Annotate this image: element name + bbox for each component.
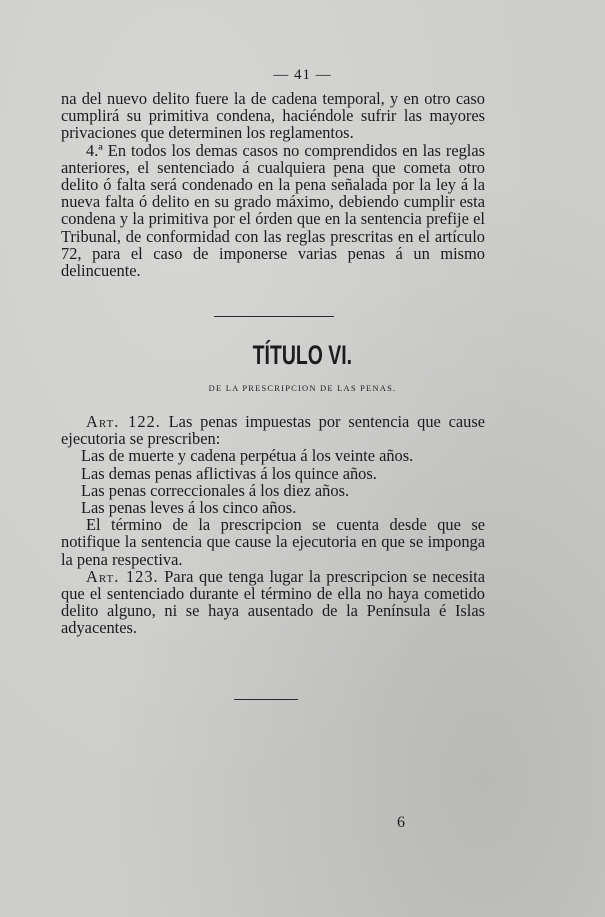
rule-4-paragraph: 4.ª En todos los demas casos no comprendidos en las reglas anteriores, el sentenciado á cualquiera pena que cometa otro delito ó falta será condenado en la pena señalada por la ley á la nueva falta ó delito en su grado máximo, debiendo cumplir esta condena y la primitiva por el órden que en la sentencia prefije el Tribunal, de conformidad con las reglas prescritas en el artículo 72, para el caso de imponerse varias penas á un mismo delincuente.: [61, 140, 485, 281]
article-123-label: Art. 123.: [86, 566, 159, 586]
page-number: — 41 —: [273, 67, 332, 83]
penalty-item: Las penas correccionales á los diez años.: [81, 480, 350, 500]
penalty-item: Las demas penas aflictivas á los quince años.: [81, 463, 377, 483]
title-heading: TÍTULO VI.: [252, 340, 353, 370]
article-123-text: Para que tenga lugar la prescripcion se necesita que el sentenciado durante el término de ella no haya cometido delito alguno, ni se haya ausentado de la Península é Islas adyacentes.: [61, 566, 485, 638]
penalty-item: Las de muerte y cadena perpétua á los veinte años.: [81, 446, 414, 466]
end-divider: [234, 699, 298, 700]
article-122-intro: Las penas impuestas por sentencia que cause ejecutoria se prescriben:: [61, 412, 485, 449]
penalty-item: Las penas leves á los cinco años.: [81, 498, 297, 518]
article-122-paragraph: [61, 413, 485, 447]
article-122-label: Art. 122.: [86, 412, 161, 431]
top-text-block: [61, 90, 485, 279]
section-divider: [214, 316, 334, 317]
articles-block: [61, 413, 485, 637]
continued-paragraph: na del nuevo delito fuere la de cadena temporal, y en otro caso cumplirá su primitiva condena, haciéndole sufrir las mayores privaciones que determinen los reglamentos.: [61, 89, 485, 143]
article-123-paragraph: [61, 568, 485, 637]
signature-mark: 6: [397, 814, 405, 831]
title-subheading: DE LA PRESCRIPCION DE LAS PENAS.: [208, 383, 397, 393]
article-122-closing: El término de la prescripcion se cuenta desde que se notifique la sentencia que cause la ejecutoria en que se imponga la pena respectiva.: [61, 515, 485, 569]
